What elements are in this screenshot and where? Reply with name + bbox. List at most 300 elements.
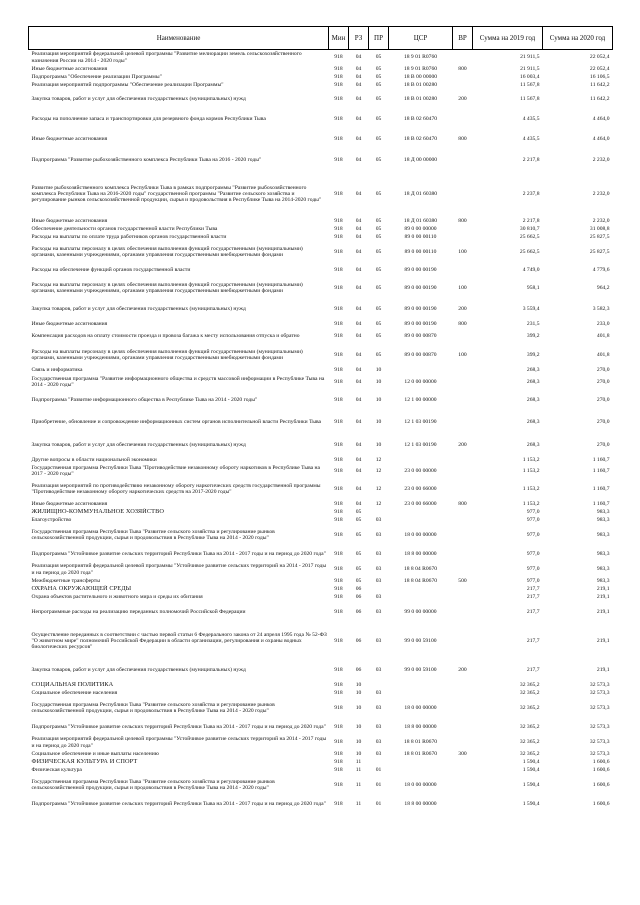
cell-sum-2020: 983,3 xyxy=(596,550,610,557)
table-row xyxy=(29,73,613,81)
cell-name: Государственная программа Республики Тыва "Противодействие незаконному обороту наркотиков в Республике Тыва на 2017 - 2020 годы" xyxy=(31,464,321,477)
table-row xyxy=(29,750,613,758)
cell-sum-2019: 217,7 xyxy=(526,593,540,600)
cell-min: 918 xyxy=(334,758,343,765)
cell-min: 918 xyxy=(334,508,343,515)
cell-csr: 89 0 00 00000 xyxy=(404,225,437,232)
cell-pr: 03 xyxy=(375,608,382,615)
cell-sum-2020: 11 642,2 xyxy=(590,81,610,88)
header-csr: ЦСР xyxy=(389,27,453,50)
cell-pr: 05 xyxy=(375,217,382,224)
cell-vr xyxy=(453,109,473,129)
cell-vr xyxy=(453,524,473,546)
cell-rz: 05 xyxy=(355,531,362,538)
cell-rz: 04 xyxy=(355,305,362,312)
header-sum-2019: Сумма на 2019 год xyxy=(473,27,543,50)
cell-pr xyxy=(369,681,389,689)
cell-min: 918 xyxy=(334,65,343,72)
table-row xyxy=(29,601,613,623)
cell-rz: 04 xyxy=(355,225,362,232)
cell-vr xyxy=(453,601,473,623)
cell-sum-2019: 4 435,5 xyxy=(522,135,540,142)
cell-min: 918 xyxy=(334,800,343,807)
cell-rz: 04 xyxy=(355,135,362,142)
cell-sum-2020: 32 573,3 xyxy=(589,704,610,711)
table-row xyxy=(29,50,613,66)
cell-rz: 04 xyxy=(355,248,362,255)
cell-csr xyxy=(389,366,453,374)
table-row xyxy=(29,149,613,171)
cell-pr xyxy=(369,758,389,766)
cell-name: Обеспечение деятельности органов государственной власти Республики Тыва xyxy=(31,225,218,232)
cell-min: 918 xyxy=(334,156,343,163)
cell-csr: 18 9 01 R0760 xyxy=(403,65,438,72)
cell-sum-2019: 231,5 xyxy=(526,320,540,327)
cell-vr xyxy=(453,508,473,516)
cell-sum-2019: 32 365,2 xyxy=(519,689,540,696)
cell-csr: 18 8 04 R0670 xyxy=(403,577,438,584)
cell-rz: 11 xyxy=(355,766,362,773)
cell-sum-2020: 1 600,6 xyxy=(592,781,610,788)
table-row xyxy=(29,546,613,562)
cell-name: Расходы на выплаты по оплате труда работников органов государственной власти xyxy=(31,233,227,240)
cell-csr: 12 1 03 00190 xyxy=(404,418,437,425)
cell-pr: 03 xyxy=(375,666,382,673)
cell-min: 918 xyxy=(334,351,343,358)
cell-name: СОЦИАЛЬНАЯ ПОЛИТИКА xyxy=(31,681,114,688)
cell-sum-2019: 30 810,7 xyxy=(519,225,540,232)
cell-min: 918 xyxy=(334,441,343,448)
cell-rz: 04 xyxy=(355,190,362,197)
cell-vr xyxy=(453,593,473,601)
cell-pr: 05 xyxy=(375,190,382,197)
header-name: Наименование xyxy=(29,27,329,50)
cell-pr: 03 xyxy=(375,516,382,523)
cell-vr xyxy=(453,689,473,697)
cell-min: 918 xyxy=(334,305,343,312)
cell-vr: 800 xyxy=(458,320,467,327)
cell-name: Физическая культура xyxy=(31,766,82,773)
cell-csr: 12 0 00 00000 xyxy=(404,378,437,385)
cell-vr xyxy=(453,456,473,464)
cell-rz: 05 xyxy=(355,516,362,523)
cell-sum-2020: 16 106,5 xyxy=(589,73,610,80)
cell-pr: 12 xyxy=(375,500,382,507)
cell-csr: 89 0 00 00870 xyxy=(404,333,437,340)
cell-pr: 01 xyxy=(375,800,382,807)
cell-sum-2020: 983,3 xyxy=(596,566,610,573)
cell-min: 918 xyxy=(334,681,343,688)
cell-sum-2019: 268,3 xyxy=(526,418,540,425)
cell-sum-2020: 32 573,3 xyxy=(589,739,610,746)
cell-name: Расходы на пополнение запаса и транспортировки для резервного фонда кормов Республики Тыва xyxy=(31,115,266,122)
cell-rz: 04 xyxy=(355,500,362,507)
cell-vr: 100 xyxy=(458,248,467,255)
cell-sum-2019: 217,7 xyxy=(526,637,540,644)
cell-name: Расходы на выплаты персоналу в целях обеспечения выполнения функций государственными (муниципальными) органами, казенными учреждениями, органами управления государственными внебюджетными фондами xyxy=(31,245,303,258)
cell-rz: 04 xyxy=(355,320,362,327)
table-row xyxy=(29,508,613,516)
table-row xyxy=(29,65,613,73)
cell-name: Реализация мероприятий подпрограммы "Обеспечение реализации Программы" xyxy=(31,81,224,88)
cell-sum-2019: 958,1 xyxy=(526,284,540,291)
table-row xyxy=(29,623,613,659)
cell-name: Приобретение, обновление и сопровождение информационных систем органов исполнительной власти Республики Тыва xyxy=(31,418,322,425)
cell-name: Межбюджетные трансферты xyxy=(31,577,100,584)
cell-csr: 18 8 00 00000 xyxy=(404,550,437,557)
header-min: Мин xyxy=(329,27,349,50)
cell-min: 918 xyxy=(334,396,343,403)
cell-sum-2020: 32 573,3 xyxy=(589,750,610,757)
cell-rz: 04 xyxy=(355,54,362,61)
cell-vr xyxy=(453,719,473,735)
cell-name: ФИЗИЧЕСКАЯ КУЛЬТУРА И СПОРТ xyxy=(31,758,138,765)
cell-sum-2020: 4 464,0 xyxy=(592,115,610,122)
cell-csr: 18 Д 00 00000 xyxy=(403,156,438,163)
cell-vr xyxy=(453,263,473,277)
cell-min: 918 xyxy=(334,485,343,492)
cell-name: Охрана объектов растительного и животного мира и среды их обитания xyxy=(31,593,203,600)
table-row xyxy=(29,434,613,456)
cell-pr: 03 xyxy=(375,637,382,644)
cell-vr xyxy=(453,225,473,233)
cell-vr xyxy=(453,390,473,410)
cell-vr xyxy=(453,697,473,719)
cell-sum-2020: 2 232,0 xyxy=(592,217,610,224)
cell-vr: 800 xyxy=(458,217,467,224)
cell-min: 918 xyxy=(334,577,343,584)
cell-sum-2020: 270,0 xyxy=(596,418,610,425)
table-body xyxy=(29,50,613,813)
cell-name: Иные бюджетные ассигнования xyxy=(31,135,108,142)
cell-rz: 04 xyxy=(355,65,362,72)
cell-rz: 05 xyxy=(355,508,362,515)
cell-csr: 89 0 00 00190 xyxy=(404,305,437,312)
cell-min: 918 xyxy=(334,566,343,573)
cell-sum-2019: 1 153,2 xyxy=(522,467,540,474)
cell-rz: 04 xyxy=(355,156,362,163)
cell-rz: 06 xyxy=(355,608,362,615)
cell-sum-2019: 3 559,4 xyxy=(522,305,540,312)
cell-sum-2020: 964,2 xyxy=(596,284,610,291)
cell-rz: 04 xyxy=(355,366,362,373)
cell-vr xyxy=(453,81,473,89)
cell-min: 918 xyxy=(334,608,343,615)
cell-min: 918 xyxy=(334,766,343,773)
cell-vr xyxy=(453,735,473,750)
cell-name: Иные бюджетные ассигнования xyxy=(31,65,108,72)
table-row xyxy=(29,217,613,225)
cell-rz: 06 xyxy=(355,585,362,592)
cell-vr: 200 xyxy=(458,95,467,102)
cell-name: Социальное обеспечение и иные выплаты населению xyxy=(31,750,159,757)
cell-sum-2019: 1 153,2 xyxy=(522,485,540,492)
cell-sum-2019: 32 365,2 xyxy=(519,681,540,688)
table-row xyxy=(29,735,613,750)
cell-pr: 03 xyxy=(375,689,382,696)
cell-sum-2020: 219,1 xyxy=(596,637,610,644)
cell-min: 918 xyxy=(334,467,343,474)
cell-vr: 800 xyxy=(458,65,467,72)
cell-rz: 10 xyxy=(355,739,362,746)
cell-pr: 10 xyxy=(375,396,382,403)
table-row xyxy=(29,171,613,217)
cell-sum-2020: 401,8 xyxy=(596,333,610,340)
cell-min: 918 xyxy=(334,585,343,592)
table-row xyxy=(29,585,613,593)
cell-sum-2020: 1 600,6 xyxy=(592,800,610,807)
table-row xyxy=(29,659,613,681)
table-row xyxy=(29,319,613,329)
cell-name: Реализация мероприятий федеральной целевой программы "Устойчивое развитие сельских территорий на 2014 - 2017 годы и на период до 2020 года" xyxy=(31,563,327,576)
cell-name: Закупка товаров, работ и услуг для обеспечения государственных (муниципальных) нужд xyxy=(31,666,246,673)
cell-sum-2020: 22 052,4 xyxy=(589,65,610,72)
cell-rz: 11 xyxy=(355,758,362,765)
cell-sum-2019: 977,0 xyxy=(526,550,540,557)
cell-pr: 05 xyxy=(375,320,382,327)
cell-csr: 89 0 00 00190 xyxy=(404,284,437,291)
table-row xyxy=(29,374,613,390)
cell-sum-2019: 1 590,4 xyxy=(522,766,540,773)
table-row xyxy=(29,456,613,464)
cell-csr: 12 1 00 00000 xyxy=(404,396,437,403)
cell-name: Социальное обеспечение населения xyxy=(31,689,118,696)
table-row xyxy=(29,233,613,241)
cell-sum-2019: 977,0 xyxy=(526,566,540,573)
cell-name: Развитие рыбохозяйственного комплекса Республики Тыва в рамках подпрограммы "Развитие рыбохозяйственного комплекса Республики Тыва на 2016-2020 годы" государственной программы "Развитие сельского хозяйства и регулирование рынков сельскохозяйственной продукции, сырья и продовольствия в Республике Тыва на 2014-2020 годы" xyxy=(31,184,322,204)
cell-sum-2020: 983,3 xyxy=(596,508,610,515)
table-row xyxy=(29,478,613,500)
cell-name: Закупка товаров, работ и услуг для обеспечения государственных (муниципальных) нужд xyxy=(31,95,246,102)
cell-vr xyxy=(453,546,473,562)
cell-vr: 300 xyxy=(458,750,467,757)
cell-pr: 01 xyxy=(375,766,382,773)
cell-name: Расходы на выплаты персоналу в целях обеспечения выполнения функций государственными (муниципальными) органами, казенными учреждениями, органами управления государственными внебюджетными фондами xyxy=(31,348,303,361)
cell-csr: 89 0 00 00110 xyxy=(404,248,437,255)
cell-pr: 05 xyxy=(375,54,382,61)
cell-vr xyxy=(453,796,473,812)
table-row xyxy=(29,89,613,109)
cell-sum-2019: 21 911,5 xyxy=(520,65,540,72)
cell-csr: 18 Д 01 60380 xyxy=(403,217,438,224)
table-row xyxy=(29,109,613,129)
table-row xyxy=(29,366,613,374)
table-row xyxy=(29,681,613,689)
table-row xyxy=(29,464,613,478)
cell-name: Расходы на выплаты персоналу в целях обеспечения выполнения функций государственными (муниципальными) органами, казенными учреждениями, органами управления государственными внебюджетными фондами xyxy=(31,281,303,294)
cell-sum-2019: 2 217,8 xyxy=(522,156,540,163)
cell-csr: 18 В 02 60470 xyxy=(403,115,438,122)
table-header-row xyxy=(29,27,613,50)
cell-rz: 06 xyxy=(355,637,362,644)
cell-min: 918 xyxy=(334,781,343,788)
cell-vr: 500 xyxy=(458,577,467,584)
cell-rz: 04 xyxy=(355,351,362,358)
header-vr: ВР xyxy=(453,27,473,50)
cell-name: Закупка товаров, работ и услуг для обеспечения государственных (муниципальных) нужд xyxy=(31,305,246,312)
cell-name: Государственная программа Республики Тыва "Развитие сельского хозяйства и регулирование рынков сельскохозяйственной продукции, сырья и продовольствия в Республике Тыва на 2014 - 2020 годы" xyxy=(31,701,275,714)
cell-csr: 89 0 00 00190 xyxy=(404,266,437,273)
cell-rz: 04 xyxy=(355,418,362,425)
cell-rz: 04 xyxy=(355,284,362,291)
table-row xyxy=(29,524,613,546)
cell-pr: 03 xyxy=(375,577,382,584)
table-row xyxy=(29,697,613,719)
cell-min: 918 xyxy=(334,233,343,240)
cell-pr: 10 xyxy=(375,418,382,425)
cell-sum-2019: 32 365,2 xyxy=(519,723,540,730)
cell-rz: 05 xyxy=(355,577,362,584)
cell-min: 918 xyxy=(334,115,343,122)
cell-sum-2019: 25 662,5 xyxy=(519,248,540,255)
cell-pr: 01 xyxy=(375,781,382,788)
cell-name: Иные бюджетные ассигнования xyxy=(31,320,108,327)
cell-csr: 23 0 00 66000 xyxy=(404,500,437,507)
cell-pr: 05 xyxy=(375,135,382,142)
cell-csr xyxy=(389,689,453,697)
cell-sum-2020: 219,1 xyxy=(596,608,610,615)
cell-rz: 11 xyxy=(355,800,362,807)
cell-pr: 05 xyxy=(375,284,382,291)
cell-csr xyxy=(389,516,453,524)
cell-csr: 99 0 00 59100 xyxy=(404,666,437,673)
cell-vr xyxy=(453,585,473,593)
cell-sum-2020: 270,0 xyxy=(596,378,610,385)
cell-pr: 05 xyxy=(375,156,382,163)
cell-rz: 06 xyxy=(355,593,362,600)
cell-csr xyxy=(389,585,453,593)
cell-name: ОХРАНА ОКРУЖАЮЩЕЙ СРЕДЫ xyxy=(31,585,132,592)
cell-csr: 18 8 01 R0670 xyxy=(403,750,438,757)
cell-sum-2020: 1 160,7 xyxy=(592,467,610,474)
cell-vr xyxy=(453,766,473,774)
cell-sum-2020: 1 600,6 xyxy=(592,758,610,765)
cell-pr: 05 xyxy=(375,305,382,312)
cell-sum-2019: 1 590,4 xyxy=(522,758,540,765)
cell-name: Подпрограмма "Обеспечение реализации Программы" xyxy=(31,73,162,80)
cell-name: Подпрограмма "Устойчивое развитие сельских территорий Республики Тыва на 2014 - 2017 годы и на период до 2020 года" xyxy=(31,800,326,807)
cell-pr: 05 xyxy=(375,266,382,273)
cell-name: Иные бюджетные ассигнования xyxy=(31,217,108,224)
cell-min: 918 xyxy=(334,333,343,340)
cell-min: 918 xyxy=(334,73,343,80)
table-row xyxy=(29,758,613,766)
cell-csr xyxy=(389,766,453,774)
cell-rz: 04 xyxy=(355,217,362,224)
cell-sum-2020: 270,0 xyxy=(596,396,610,403)
cell-name: Реализация мероприятий федеральной целевой программы "Устойчивое развитие сельских территорий на 2014 - 2017 годы и на период до 2020 года" xyxy=(31,736,327,749)
cell-sum-2019: 1 153,2 xyxy=(522,456,540,463)
table-row xyxy=(29,796,613,812)
cell-sum-2020: 25 827,5 xyxy=(589,248,610,255)
cell-vr xyxy=(453,410,473,434)
cell-min: 918 xyxy=(334,723,343,730)
budget-table xyxy=(28,26,613,812)
cell-sum-2019: 268,3 xyxy=(526,366,540,373)
cell-sum-2020: 219,1 xyxy=(596,593,610,600)
cell-name: Другие вопросы в области национальной экономики xyxy=(31,456,157,463)
cell-sum-2019: 977,0 xyxy=(526,508,540,515)
cell-name: Связь и информатика xyxy=(31,366,83,373)
cell-pr: 05 xyxy=(375,233,382,240)
cell-rz: 05 xyxy=(355,550,362,557)
cell-sum-2019: 399,2 xyxy=(526,333,540,340)
cell-rz: 11 xyxy=(355,781,362,788)
cell-rz: 10 xyxy=(355,704,362,711)
table-row xyxy=(29,344,613,366)
cell-pr: 03 xyxy=(375,723,382,730)
cell-pr: 12 xyxy=(375,485,382,492)
cell-rz: 10 xyxy=(355,681,362,688)
cell-name: ЖИЛИЩНО-КОММУНАЛЬНОЕ ХОЗЯЙСТВО xyxy=(31,508,165,515)
cell-sum-2019: 977,0 xyxy=(526,577,540,584)
cell-min: 918 xyxy=(334,225,343,232)
cell-pr xyxy=(369,585,389,593)
cell-sum-2019: 399,2 xyxy=(526,351,540,358)
table-row xyxy=(29,329,613,344)
cell-min: 918 xyxy=(334,500,343,507)
cell-sum-2020: 983,3 xyxy=(596,516,610,523)
cell-rz: 10 xyxy=(355,689,362,696)
cell-csr: 18 8 04 R0670 xyxy=(403,566,438,573)
cell-sum-2019: 217,7 xyxy=(526,585,540,592)
cell-sum-2019: 4 435,5 xyxy=(522,115,540,122)
cell-pr: 05 xyxy=(375,115,382,122)
cell-min: 918 xyxy=(334,266,343,273)
cell-csr xyxy=(389,456,453,464)
cell-sum-2019: 217,7 xyxy=(526,608,540,615)
cell-vr xyxy=(453,73,473,81)
cell-vr xyxy=(453,233,473,241)
cell-pr: 05 xyxy=(375,65,382,72)
cell-sum-2020: 11 642,2 xyxy=(590,95,610,102)
cell-sum-2020: 1 160,7 xyxy=(592,500,610,507)
cell-sum-2020: 2 232,0 xyxy=(592,156,610,163)
cell-vr xyxy=(453,478,473,500)
cell-name: Компенсация расходов на оплату стоимости проезда и провоза багажа к месту использования отпуска и обратно xyxy=(31,333,300,340)
cell-vr: 200 xyxy=(458,441,467,448)
cell-pr: 05 xyxy=(375,73,382,80)
cell-vr xyxy=(453,464,473,478)
cell-vr xyxy=(453,374,473,390)
cell-vr xyxy=(453,50,473,66)
cell-rz: 04 xyxy=(355,485,362,492)
cell-sum-2019: 2 237,8 xyxy=(522,190,540,197)
cell-csr: 18 9 01 R0760 xyxy=(403,54,438,61)
cell-name: Государственная программа Республики Тыва "Развитие сельского хозяйства и регулирование рынков сельскохозяйственной продукции, сырья и продовольствия в Республике Тыва на 2014 - 2020 годы" xyxy=(31,528,275,541)
cell-pr: 12 xyxy=(375,467,382,474)
table-row xyxy=(29,277,613,299)
cell-pr: 05 xyxy=(375,351,382,358)
table-row xyxy=(29,129,613,149)
cell-pr: 03 xyxy=(375,550,382,557)
cell-csr: 99 0 00 00000 xyxy=(404,608,437,615)
cell-min: 918 xyxy=(334,217,343,224)
header-sum-2020: Сумма на 2020 год xyxy=(543,27,613,50)
table-row xyxy=(29,81,613,89)
cell-pr: 03 xyxy=(375,704,382,711)
cell-min: 918 xyxy=(334,531,343,538)
cell-sum-2019: 268,3 xyxy=(526,441,540,448)
cell-rz: 05 xyxy=(355,566,362,573)
cell-csr xyxy=(389,758,453,766)
cell-min: 918 xyxy=(334,456,343,463)
cell-csr: 18 В 02 60470 xyxy=(403,135,438,142)
table-row xyxy=(29,500,613,508)
cell-vr: 800 xyxy=(458,500,467,507)
cell-sum-2019: 977,0 xyxy=(526,531,540,538)
cell-vr: 200 xyxy=(458,305,467,312)
